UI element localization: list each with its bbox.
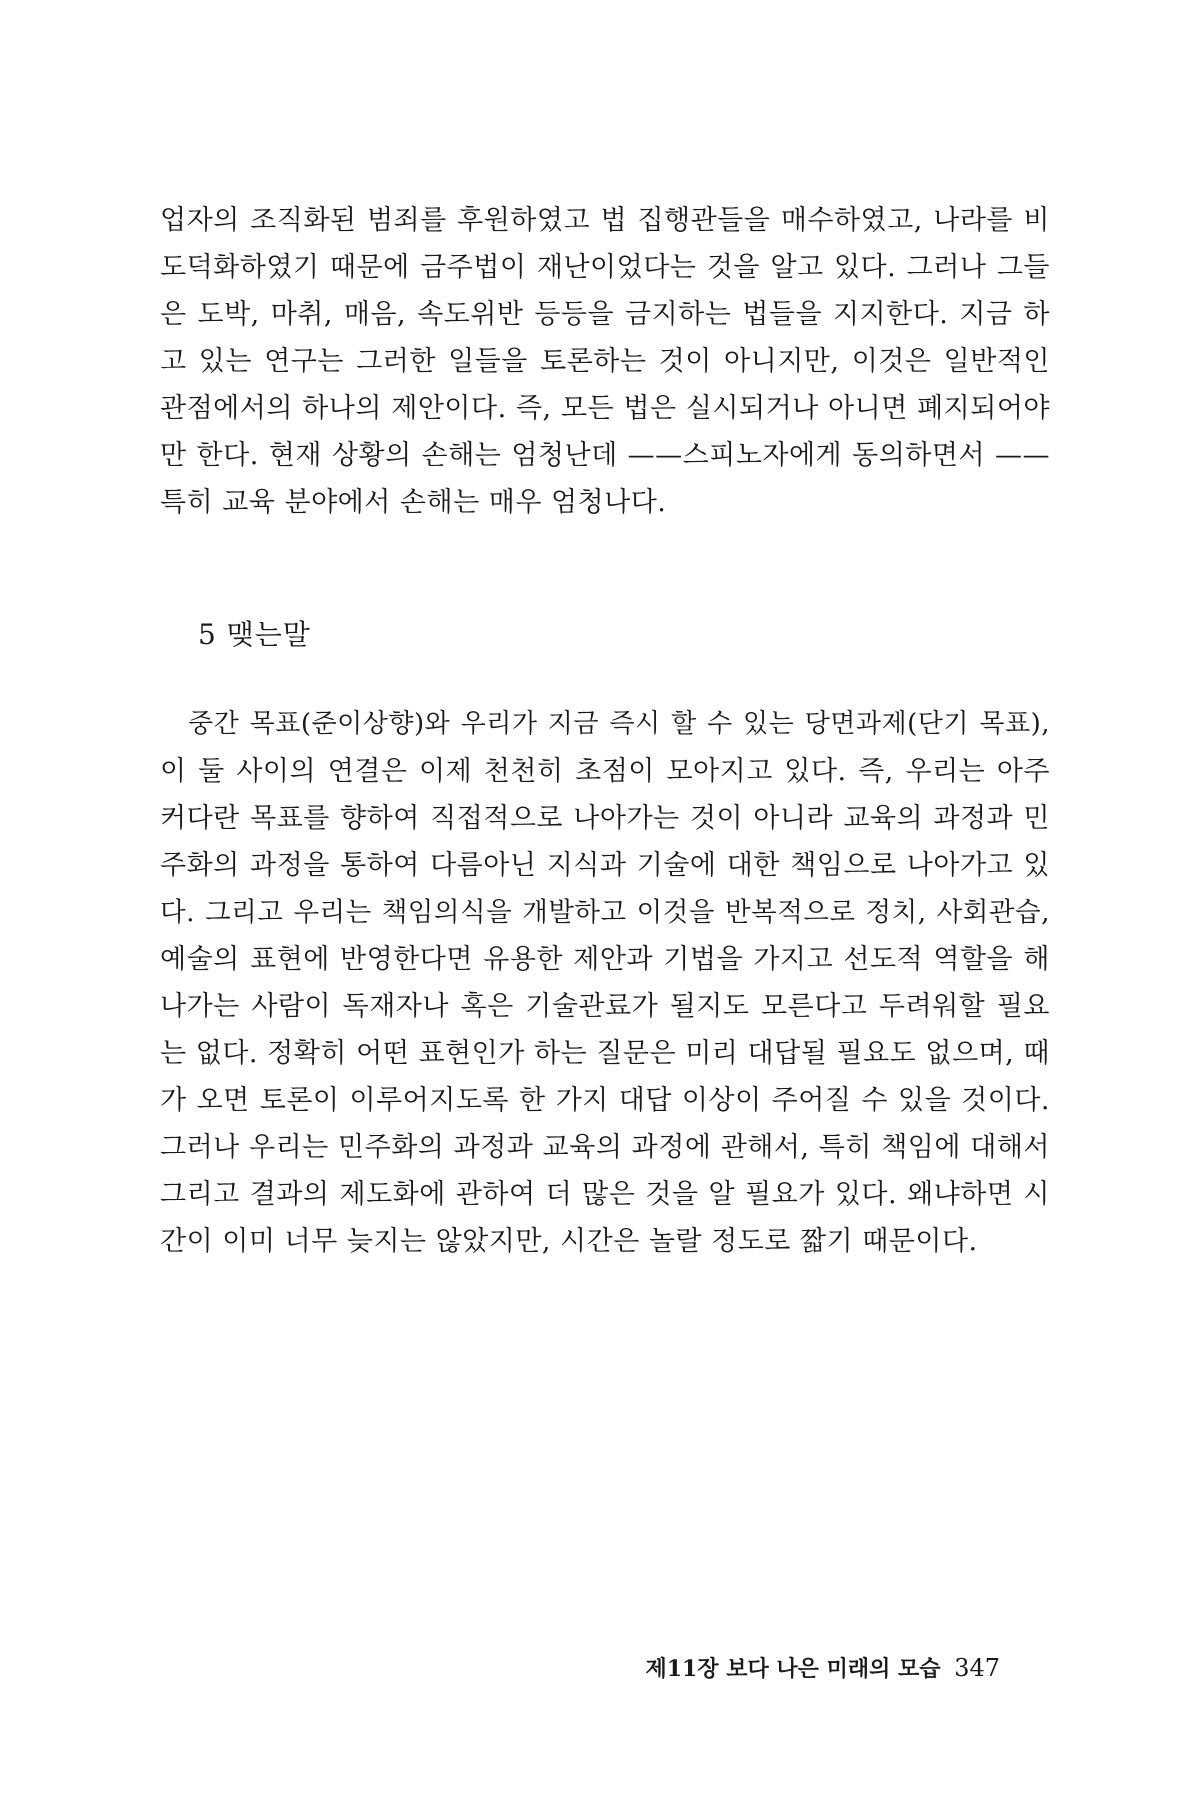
paragraph-conclusion [160, 701, 1050, 1265]
section-heading: 5 맺는말 [198, 618, 311, 651]
text-line: 주화의 과정을 통하여 다름아닌 지식과 기술에 대한 책임으로 나아가고 있 [160, 850, 1050, 881]
text-line: 간이 이미 너무 늦지는 않았지만, 시간은 놀랄 정도로 짧기 때문이다. [160, 1226, 978, 1257]
chapter-title: 제11장 보다 나은 미래의 모습 [645, 1656, 941, 1682]
text-line: 은 도박, 마취, 매음, 속도위반 등등을 금지하는 법들을 지지한다. 지금 하 [160, 299, 1050, 330]
text-line: 그리고 결과의 제도화에 관하여 더 많은 것을 알 필요가 있다. 왜냐하면 시 [160, 1179, 1050, 1210]
text-line: 나가는 사람이 독재자나 혹은 기술관료가 될지도 모른다고 두려워할 필요 [160, 991, 1050, 1022]
text-line: 만 한다. 현재 상황의 손해는 엄청난데 ——스피노자에게 동의하면서 —— [160, 440, 1050, 471]
text-line: 업자의 조직화된 범죄를 후원하였고 법 집행관들을 매수하였고, 나라를 비 [160, 205, 1050, 236]
running-footer [645, 1653, 1000, 1684]
text-line: 특히 교육 분야에서 손해는 매우 엄청나다. [160, 487, 667, 518]
text-line: 관점에서의 하나의 제안이다. 즉, 모든 법은 실시되거나 아니면 폐지되어야 [160, 393, 1050, 424]
text-line: 고 있는 연구는 그러한 일들을 토론하는 것이 아니지만, 이것은 일반적인 [160, 346, 1050, 377]
paragraph-continued [160, 197, 1050, 526]
text-line: 도덕화하였기 때문에 금주법이 재난이었다는 것을 알고 있다. 그러나 그들 [160, 252, 1050, 283]
text-line: 커다란 목표를 향하여 직접적으로 나아가는 것이 아니라 교육의 과정과 민 [160, 803, 1050, 834]
text-line: 예술의 표현에 반영한다면 유용한 제안과 기법을 가지고 선도적 역할을 해 [160, 944, 1050, 975]
page-number: 347 [954, 1654, 1000, 1682]
text-line: 는 없다. 정확히 어떤 표현인가 하는 질문은 미리 대답될 필요도 없으며, 때 [160, 1038, 1050, 1069]
text-line: 다. 그리고 우리는 책임의식을 개발하고 이것을 반복적으로 정치, 사회관습, [160, 897, 1050, 928]
text-line: 그러나 우리는 민주화의 과정과 교육의 과정에 관해서, 특히 책임에 대해서 [160, 1132, 1050, 1163]
text-line: 이 둘 사이의 연결은 이제 천천히 초점이 모아지고 있다. 즉, 우리는 아주 [160, 756, 1050, 787]
text-line: 가 오면 토론이 이루어지도록 한 가지 대답 이상이 주어질 수 있을 것이다. [160, 1085, 1050, 1116]
text-line: 중간 목표(준이상향)와 우리가 지금 즉시 할 수 있는 당면과제(단기 목표), [188, 709, 1050, 739]
